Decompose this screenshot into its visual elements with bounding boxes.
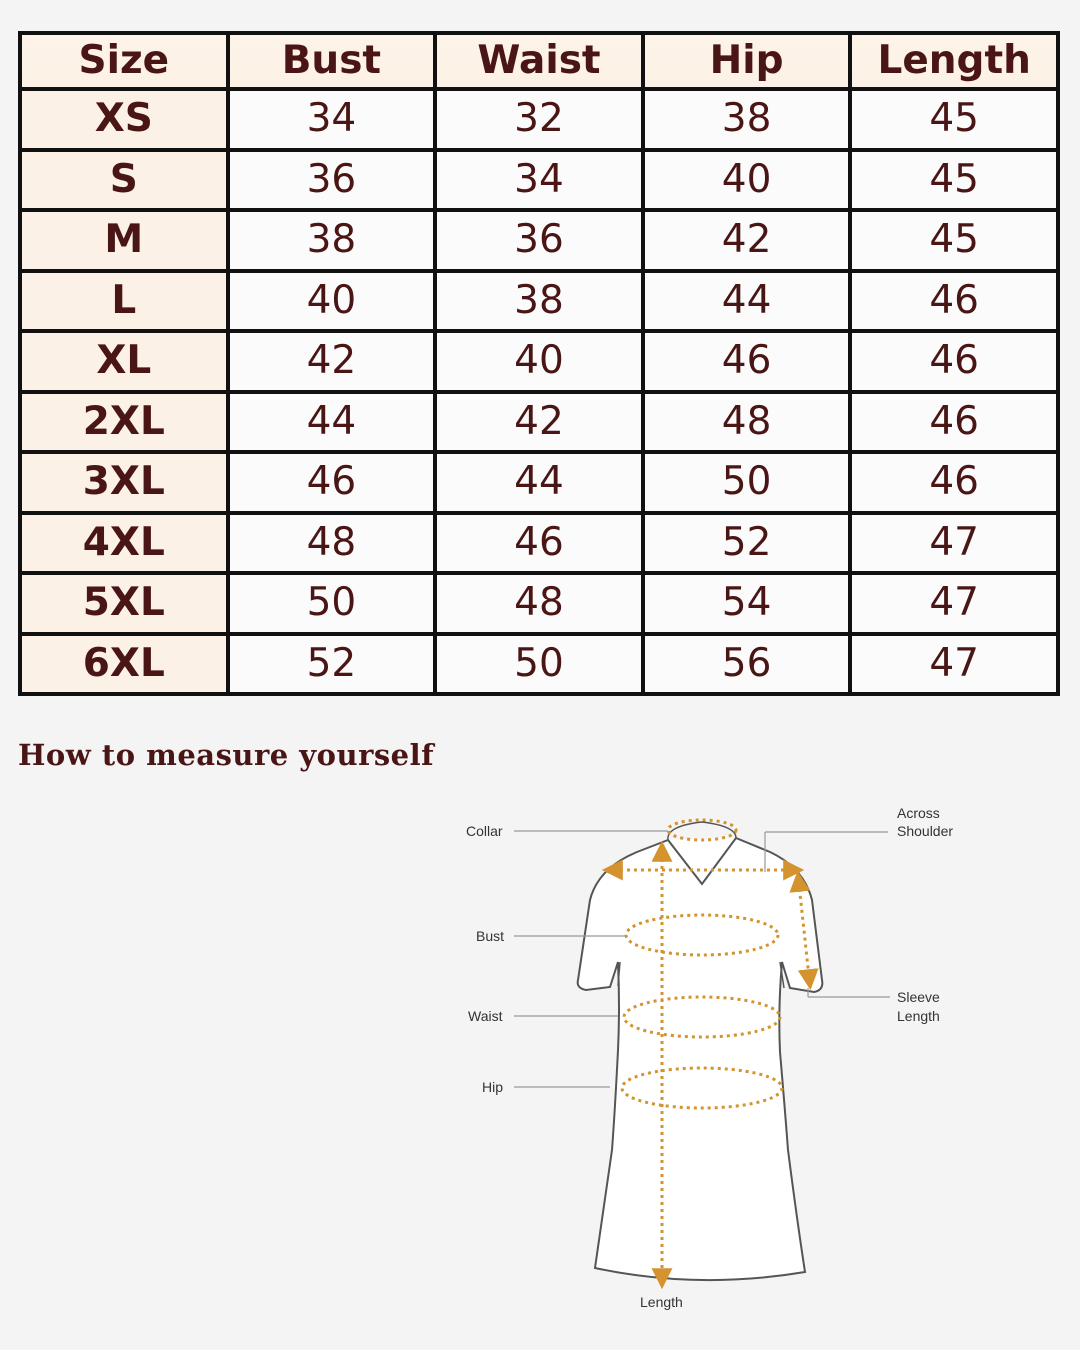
measurement-cell: 42	[643, 210, 851, 271]
measurement-cell: 46	[850, 331, 1058, 392]
measurement-cell: 47	[850, 513, 1058, 574]
measurement-cell: 38	[643, 89, 851, 150]
measurement-cell: 47	[850, 634, 1058, 695]
measurement-cell: 52	[228, 634, 436, 695]
table-body	[20, 89, 1058, 694]
measurement-cell: 34	[228, 89, 436, 150]
size-cell: 4XL	[20, 513, 228, 574]
size-cell: L	[20, 271, 228, 332]
measurement-cell: 42	[435, 392, 643, 453]
measurement-cell: 40	[643, 150, 851, 211]
measurement-cell: 54	[643, 573, 851, 634]
measurement-cell: 50	[643, 452, 851, 513]
sleeve-length-label-1: Sleeve	[897, 989, 940, 1005]
across-shoulder-label-2: Shoulder	[897, 823, 954, 839]
measurement-cell: 38	[435, 271, 643, 332]
measurement-cell: 38	[228, 210, 436, 271]
measurement-cell: 47	[850, 573, 1058, 634]
measurement-cell: 45	[850, 89, 1058, 150]
measurement-cell: 45	[850, 150, 1058, 211]
collar-band	[668, 822, 736, 840]
size-cell: 2XL	[20, 392, 228, 453]
kurta-measurement-diagram	[440, 790, 1000, 1330]
measurement-cell: 32	[435, 89, 643, 150]
measurement-cell: 40	[435, 331, 643, 392]
table-row	[20, 331, 1058, 392]
waist-label: Waist	[468, 1008, 503, 1024]
measurement-cell: 52	[643, 513, 851, 574]
size-cell: XL	[20, 331, 228, 392]
measurement-cell: 46	[850, 271, 1058, 332]
measurement-cell: 56	[643, 634, 851, 695]
table-row	[20, 452, 1058, 513]
measurement-cell: 36	[435, 210, 643, 271]
collar-label: Collar	[466, 823, 503, 839]
measurement-cell: 46	[643, 331, 851, 392]
measurement-cell: 46	[435, 513, 643, 574]
table-row	[20, 573, 1058, 634]
table-row	[20, 89, 1058, 150]
measurement-cell: 40	[228, 271, 436, 332]
garment-outline	[578, 838, 823, 1280]
measurement-cell: 50	[228, 573, 436, 634]
table-row	[20, 150, 1058, 211]
size-cell: 3XL	[20, 452, 228, 513]
column-header-bust: Bust	[228, 33, 436, 89]
measurement-cell: 46	[850, 452, 1058, 513]
measurement-cell: 46	[228, 452, 436, 513]
column-header-length: Length	[850, 33, 1058, 89]
size-cell: M	[20, 210, 228, 271]
table-row	[20, 392, 1058, 453]
bust-label: Bust	[476, 928, 505, 944]
table-row	[20, 513, 1058, 574]
hip-label: Hip	[482, 1079, 504, 1095]
column-header-hip: Hip	[643, 33, 851, 89]
column-header-size: Size	[20, 33, 228, 89]
table-row	[20, 271, 1058, 332]
measurement-cell: 46	[850, 392, 1058, 453]
collar-measure	[668, 820, 736, 840]
across-shoulder-label-1: Across	[897, 805, 940, 821]
measurement-cell: 48	[643, 392, 851, 453]
measure-guide-title: How to measure yourself	[18, 738, 435, 772]
length-label: Length	[640, 1294, 683, 1310]
measurement-cell: 50	[435, 634, 643, 695]
measurement-cell: 44	[228, 392, 436, 453]
measurement-cell: 42	[228, 331, 436, 392]
column-header-waist: Waist	[435, 33, 643, 89]
table-row	[20, 210, 1058, 271]
size-cell: 5XL	[20, 573, 228, 634]
measurement-cell: 45	[850, 210, 1058, 271]
table-row	[20, 634, 1058, 695]
measurement-cell: 36	[228, 150, 436, 211]
measurement-cell: 34	[435, 150, 643, 211]
size-cell: 6XL	[20, 634, 228, 695]
size-cell: S	[20, 150, 228, 211]
measurement-cell: 44	[435, 452, 643, 513]
size-chart-table	[18, 31, 1060, 696]
sleeve-length-label-2: Length	[897, 1008, 940, 1024]
measurement-cell: 48	[435, 573, 643, 634]
table-header-row	[20, 33, 1058, 89]
measurement-cell: 44	[643, 271, 851, 332]
measurement-cell: 48	[228, 513, 436, 574]
size-cell: XS	[20, 89, 228, 150]
